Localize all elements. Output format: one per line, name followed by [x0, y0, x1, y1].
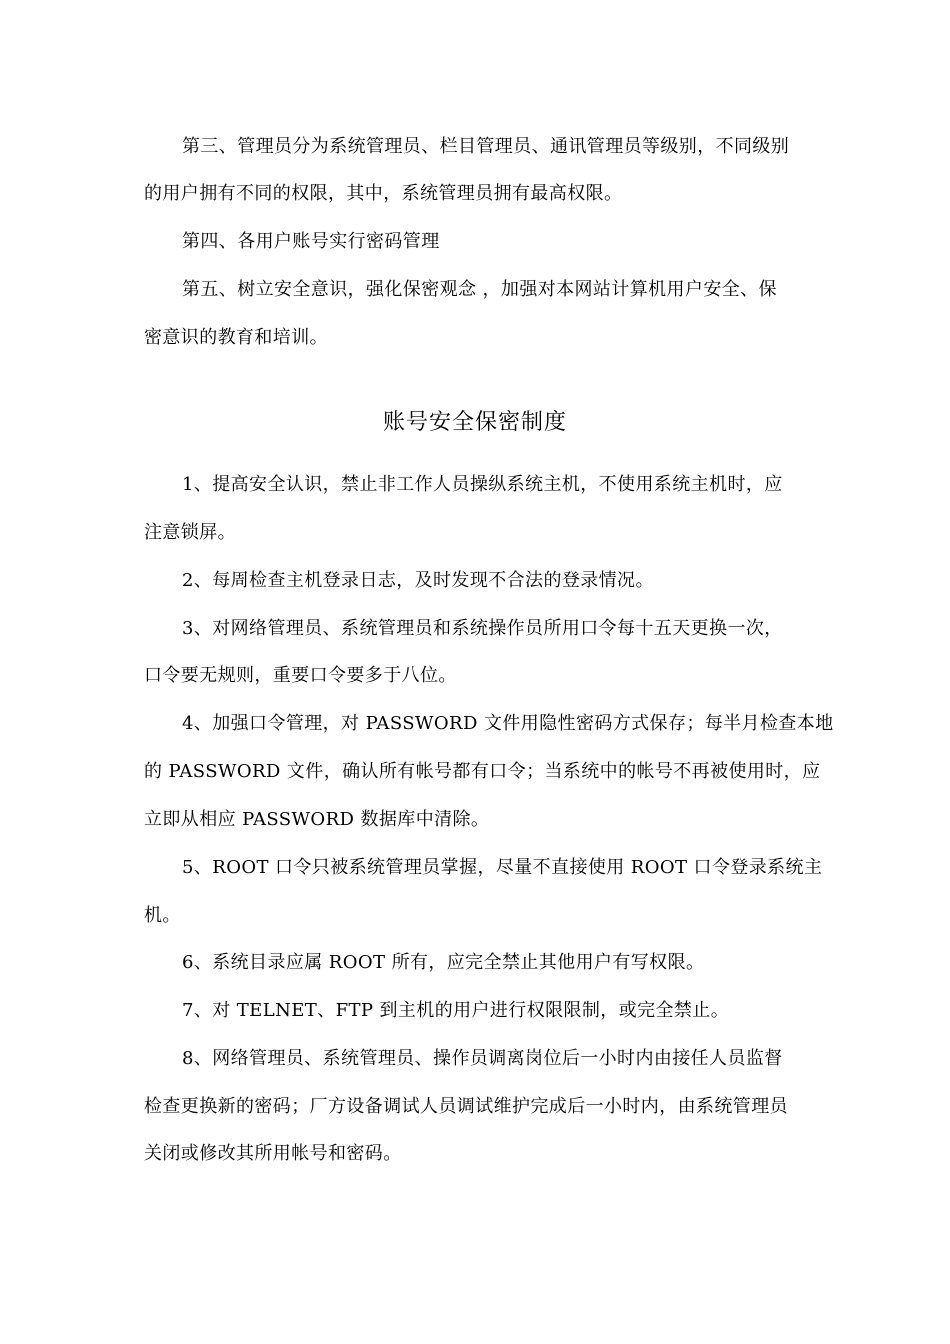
paragraph-4-line-1: 第四、各用户账号实行密码管理 — [182, 231, 440, 252]
paragraph-5-line-1: 第五、树立安全意识，强化保密观念 ，加强对本网站计算机用户安全、保 — [182, 279, 777, 300]
item-3-line-1: 3、对网络管理员、系统管理员和系统操作员所用口令每十五天更换一次， — [182, 618, 783, 639]
item-7-line-1: 7、对 TELNET、FTP 到主机的用户进行权限限制，或完全禁止。 — [182, 1000, 730, 1021]
item-6-line-1: 6、系统目录应属 ROOT 所有，应完全禁止其他用户有写权限。 — [182, 952, 705, 973]
item-1-line-1: 1、提高安全认识，禁止非工作人员操纵系统主机，不使用系统主机时，应 — [182, 474, 783, 495]
item-8-line-2: 检查更换新的密码；厂方设备调试人员调试维护完成后一小时内，由系统管理员 — [144, 1096, 788, 1117]
item-1-line-2: 注意锁屏。 — [144, 522, 236, 543]
item-3-line-2: 口令要无规则，重要口令要多于八位。 — [144, 665, 457, 686]
item-5-line-1: 5、ROOT 口令只被系统管理员掌握，尽量不直接使用 ROOT 口令登录系统主 — [182, 857, 823, 878]
paragraph-5-line-2: 密意识的教育和培训。 — [144, 327, 328, 348]
section-title: 账号安全保密制度 — [382, 410, 567, 435]
item-8-line-3: 关闭或修改其所用帐号和密码。 — [144, 1143, 402, 1164]
item-5-line-2: 机。 — [144, 905, 181, 926]
item-4-line-1: 4、加强口令管理，对 PASSWORD 文件用隐性密码方式保存；每半月检查本地 — [182, 713, 834, 734]
item-4-line-2: 的 PASSWORD 文件，确认所有帐号都有口令；当系统中的帐号不再被使用时，应 — [144, 761, 821, 782]
item-4-line-3: 立即从相应 PASSWORD 数据库中清除。 — [144, 809, 490, 830]
item-8-line-1: 8、网络管理员、系统管理员、操作员调离岗位后一小时内由接任人员监督 — [182, 1048, 783, 1069]
paragraph-3-line-1: 第三、管理员分为系统管理员、栏目管理员、通讯管理员等级别，不同级别 — [182, 136, 790, 157]
item-2-line-1: 2、每周检查主机登录日志，及时发现不合法的登录情况。 — [182, 570, 654, 591]
paragraph-3-line-2: 的用户拥有不同的权限，其中，系统管理员拥有最高权限。 — [144, 183, 623, 204]
